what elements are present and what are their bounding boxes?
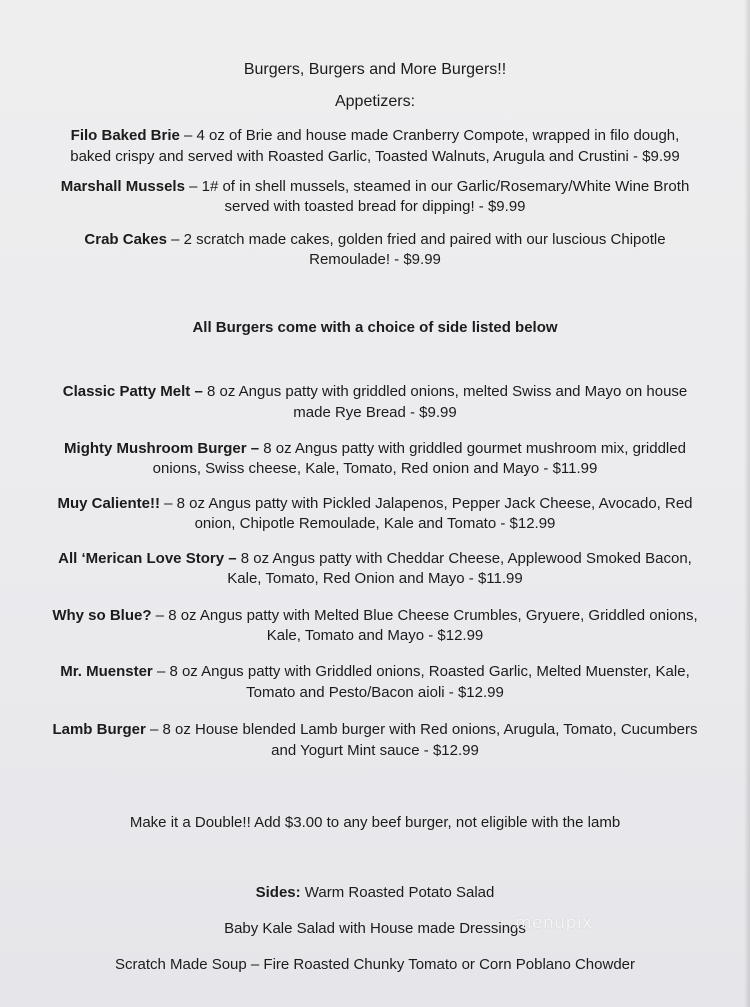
burger-name: Muy Caliente!! xyxy=(57,495,160,512)
appetizers-heading: Appetizers: xyxy=(334,93,416,110)
menu-title: Burgers, Burgers and More Burgers!! xyxy=(243,61,507,78)
burger-item-line1: Classic Patty Melt – 8 oz Angus patty with griddled onions, melted Swiss and Mayo on house xyxy=(62,383,688,400)
burger-name: Lamb Burger xyxy=(52,721,146,738)
burger-item-line2: made Rye Bread - $9.99 xyxy=(293,404,457,421)
burger-item-line2: onions, Swiss cheese, Kale, Tomato, Red onion and Mayo - $11.99 xyxy=(152,460,598,477)
appetizer-item-line1: Filo Baked Brie – 4 oz of Brie and house made Cranberry Compote, wrapped in filo dough, xyxy=(70,127,680,144)
appetizer-item-line1: Crab Cakes – 2 scratch made cakes, golden fried and paired with our luscious Chipotle xyxy=(84,231,666,248)
burger-name: Why so Blue? xyxy=(52,607,152,624)
burger-name: Mr. Muenster xyxy=(60,663,153,680)
sides-line: Baby Kale Salad with House made Dressings xyxy=(224,920,526,937)
appetizer-item-line2: served with toasted bread for dipping! - $9.99 xyxy=(224,198,526,215)
watermark-logo: menupix xyxy=(515,913,593,933)
sides-line: Scratch Made Soup – Fire Roasted Chunky Tomato or Corn Poblano Chowder xyxy=(115,956,635,973)
burger-item-line1: Muy Caliente!! – 8 oz Angus patty with Pickled Jalapenos, Pepper Jack Cheese, Avocado, Red xyxy=(57,495,693,512)
burger-item-line1: All ‘Merican Love Story – 8 oz Angus patty with Cheddar Cheese, Applewood Smoked Bacon, xyxy=(58,550,692,567)
sides-line: Sides: Warm Roasted Potato Salad xyxy=(255,884,495,901)
burger-item-line1: Lamb Burger – 8 oz House blended Lamb burger with Red onions, Arugula, Tomato, Cucumbers xyxy=(52,721,698,738)
appetizer-item-line1: Marshall Mussels – 1# of in shell mussels, steamed in our Garlic/Rosemary/White Wine Broth xyxy=(60,178,690,195)
burger-item-line2: Kale, Tomato, Red Onion and Mayo - $11.99 xyxy=(227,570,523,587)
burger-item-line2: Kale, Tomato and Mayo - $12.99 xyxy=(266,627,484,644)
appetizer-name: Crab Cakes xyxy=(84,231,167,248)
appetizer-name: Marshall Mussels xyxy=(60,178,185,195)
burgers-note: All Burgers come with a choice of side listed below xyxy=(192,319,558,336)
burger-item-line2: and Yogurt Mint sauce - $12.99 xyxy=(271,742,479,759)
appetizer-item-line2: Remoulade! - $9.99 xyxy=(309,251,441,268)
burger-item-line1: Why so Blue? – 8 oz Angus patty with Melted Blue Cheese Crumbles, Gryuere, Griddled onions, xyxy=(52,607,698,624)
burger-name: Mighty Mushroom Burger – xyxy=(64,440,260,457)
burger-item-line1: Mighty Mushroom Burger – 8 oz Angus patty with griddled gourmet mushroom mix, griddled xyxy=(64,440,686,457)
sides-label: Sides: xyxy=(255,884,301,901)
burger-item-line2: Tomato and Pesto/Bacon aioli - $12.99 xyxy=(246,684,504,701)
appetizer-name: Filo Baked Brie xyxy=(70,127,180,144)
double-note: Make it a Double!! Add $3.00 to any beef burger, not eligible with the lamb xyxy=(129,814,621,831)
burger-item-line2: onion, Chipotle Remoulade, Kale and Tomato - $12.99 xyxy=(194,515,556,532)
burger-name: Classic Patty Melt – xyxy=(62,383,203,400)
appetizer-item-line2: baked crispy and served with Roasted Garlic, Toasted Walnuts, Arugula and Crustini - $9.99 xyxy=(70,148,680,165)
burger-name: All ‘Merican Love Story – xyxy=(58,550,237,567)
burger-item-line1: Mr. Muenster – 8 oz Angus patty with Griddled onions, Roasted Garlic, Melted Muenster, Kale, xyxy=(60,663,690,680)
